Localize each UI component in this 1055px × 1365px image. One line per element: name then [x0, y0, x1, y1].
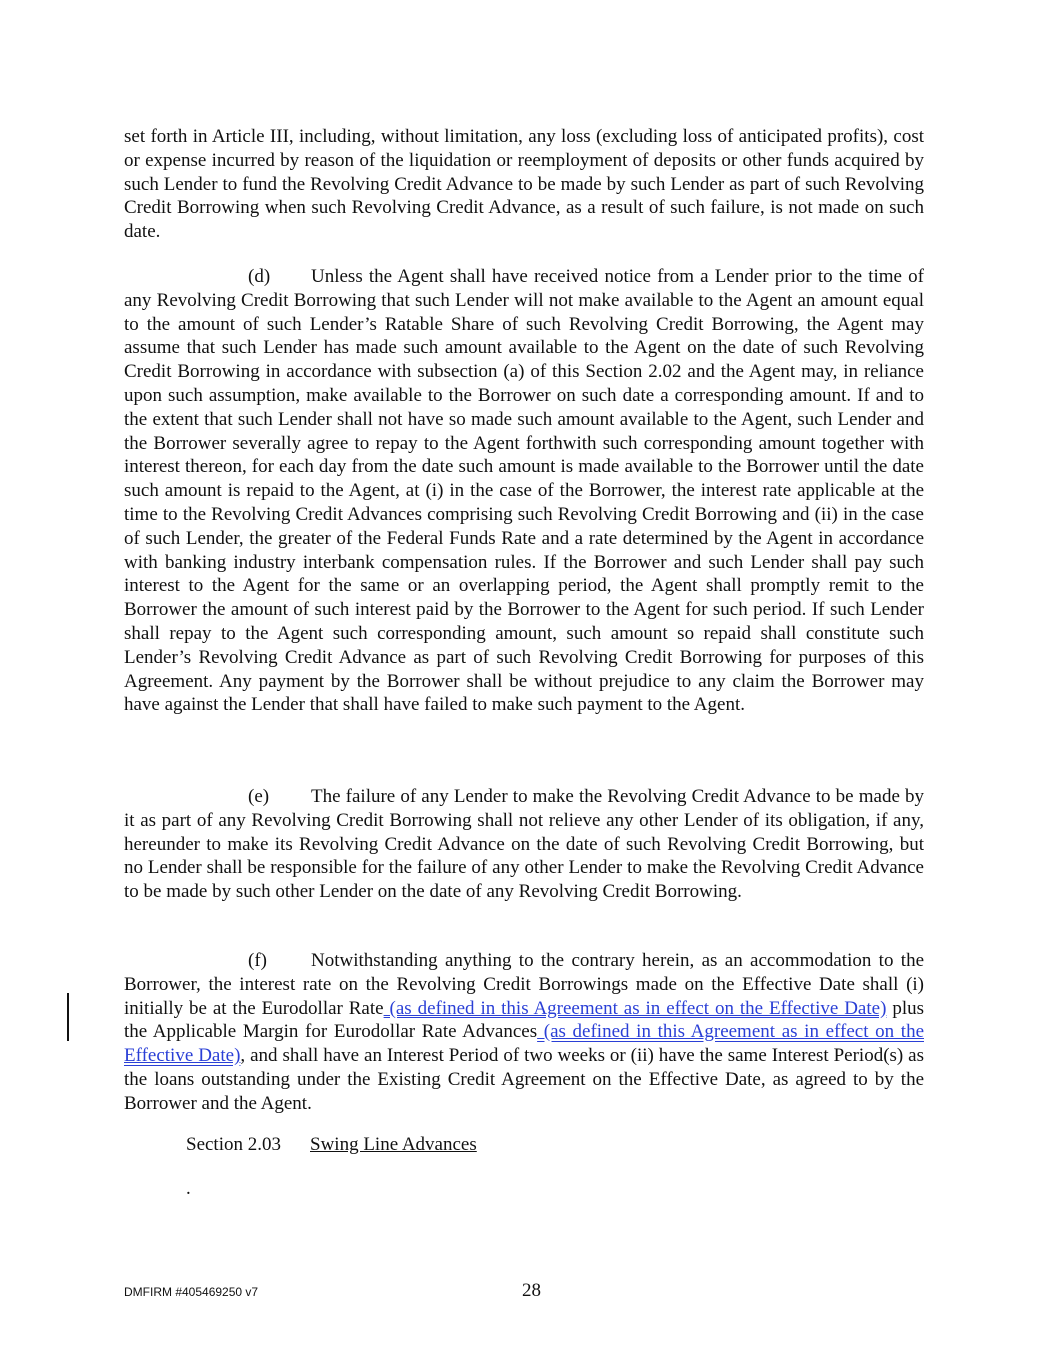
paragraph-f-text-3: , and shall have an Interest Period of two weeks or (ii) have the same Interest Period(s) as the loans outstanding under the Existing Credit Agreement on the Effective Date, as agreed to by the Borrower and the Agent. — [124, 1045, 925, 1114]
footer-document-id: DMFIRM #405469250 v7 — [124, 1285, 259, 1299]
section-title: Swing Line Advances — [310, 1134, 477, 1155]
paragraph-d — [124, 265, 924, 717]
revision-change-bar — [67, 993, 69, 1041]
inserted-text-2: (as defined in this Agreement as in effect on the Effective Date) — [124, 1021, 924, 1067]
section-heading — [186, 1133, 477, 1157]
paragraph-e-label: (e) — [248, 786, 270, 807]
footer-page-number: 28 — [522, 1280, 541, 1301]
stray-period: . — [186, 1178, 191, 1199]
paragraph-e — [124, 785, 924, 904]
paragraph-d-text: Unless the Agent shall have received notice from a Lender prior to the time of any Revolving Credit Borrowing that such Lender will not make available to the Agent an amount equal to the amount of such Lender’s Ratable Share of such Revolving Credit Borrowing, the Agent may assume that such Lender has made such amount available to the Agent on the date of such Revolving Credit Borrowing in accordance with subsection (a) of this Section 2.02 and the Agent may, in reliance upon such assumption, make available to the Borrower on such date a corresponding amount. If and to the extent that such Lender shall not have so made such amount available to the Agent, such Lender and the Borrower severally agree to repay to the Agent forthwith such corresponding amount together with interest thereon, for each day from the date such amount is made available to the Borrower until the date such amount is repaid to the Agent, at (i) in the case of the Borrower, the interest rate applicable at the time to the Revolving Credit Advances comprising such Revolving Credit Borrowing and (ii) in the case of such Lender, the greater of the Federal Funds Rate and a rate determined by the Agent in accordance with banking industry interbank compensation rules. If the Borrower and such Lender shall pay such interest to the Agent for the same or an overlapping period, the Agent shall promptly remit to the Borrower the amount of such interest paid by the Borrower to the Agent for such period. If such Lender shall repay to the Agent such corresponding amount, such amount so repaid shall constitute such Lender’s Revolving Credit Advance as part of such Revolving Credit Borrowing for purposes of this Agreement. Any payment by the Borrower shall be without prejudice to any claim the Borrower may have against the Lender that shall have failed to make such payment to the Agent. — [124, 266, 924, 716]
paragraph-continuation — [124, 125, 924, 244]
section-number: Section 2.03 — [186, 1134, 281, 1155]
inserted-text-1: (as defined in this Agreement as in effect on the Effective Date) — [383, 997, 887, 1019]
paragraph-d-label: (d) — [248, 266, 271, 287]
paragraph-e-text: The failure of any Lender to make the Revolving Credit Advance to be made by it as part of any Revolving Credit Borrowing shall not relieve any other Lender of its obligation, if any, hereunder to make its Revolving Credit Advance on the date of such Revolving Credit Borrowing, but no Lender shall be responsible for the failure of any other Lender to make the Revolving Credit Advance to be made by such other Lender on the date of any Revolving Credit Borrowing. — [124, 786, 924, 903]
paragraph-f-label: (f) — [248, 950, 267, 971]
paragraph-f-text-2: plus the Applicable Margin for Eurodollar Rate Advances — [124, 997, 924, 1043]
paragraph-continuation-text: set forth in Article III, including, without limitation, any loss (excluding loss of anticipated profits), cost or expense incurred by reason of the liquidation or reemployment of deposits or other funds acquired by such Lender to fund the Revolving Credit Advance to be made by such Lender as part of such Revolving Credit Borrowing when such Revolving Credit Advance, as a result of such failure, is not made on such date. — [124, 126, 924, 243]
paragraph-f-text-1: Notwithstanding anything to the contrary herein, as an accommodation to the Borrower, the interest rate on the Revolving Credit Borrowings made on the Effective Date shall (i) initially be at the Eurodollar Rate — [124, 950, 924, 1019]
paragraph-f — [124, 949, 924, 1116]
